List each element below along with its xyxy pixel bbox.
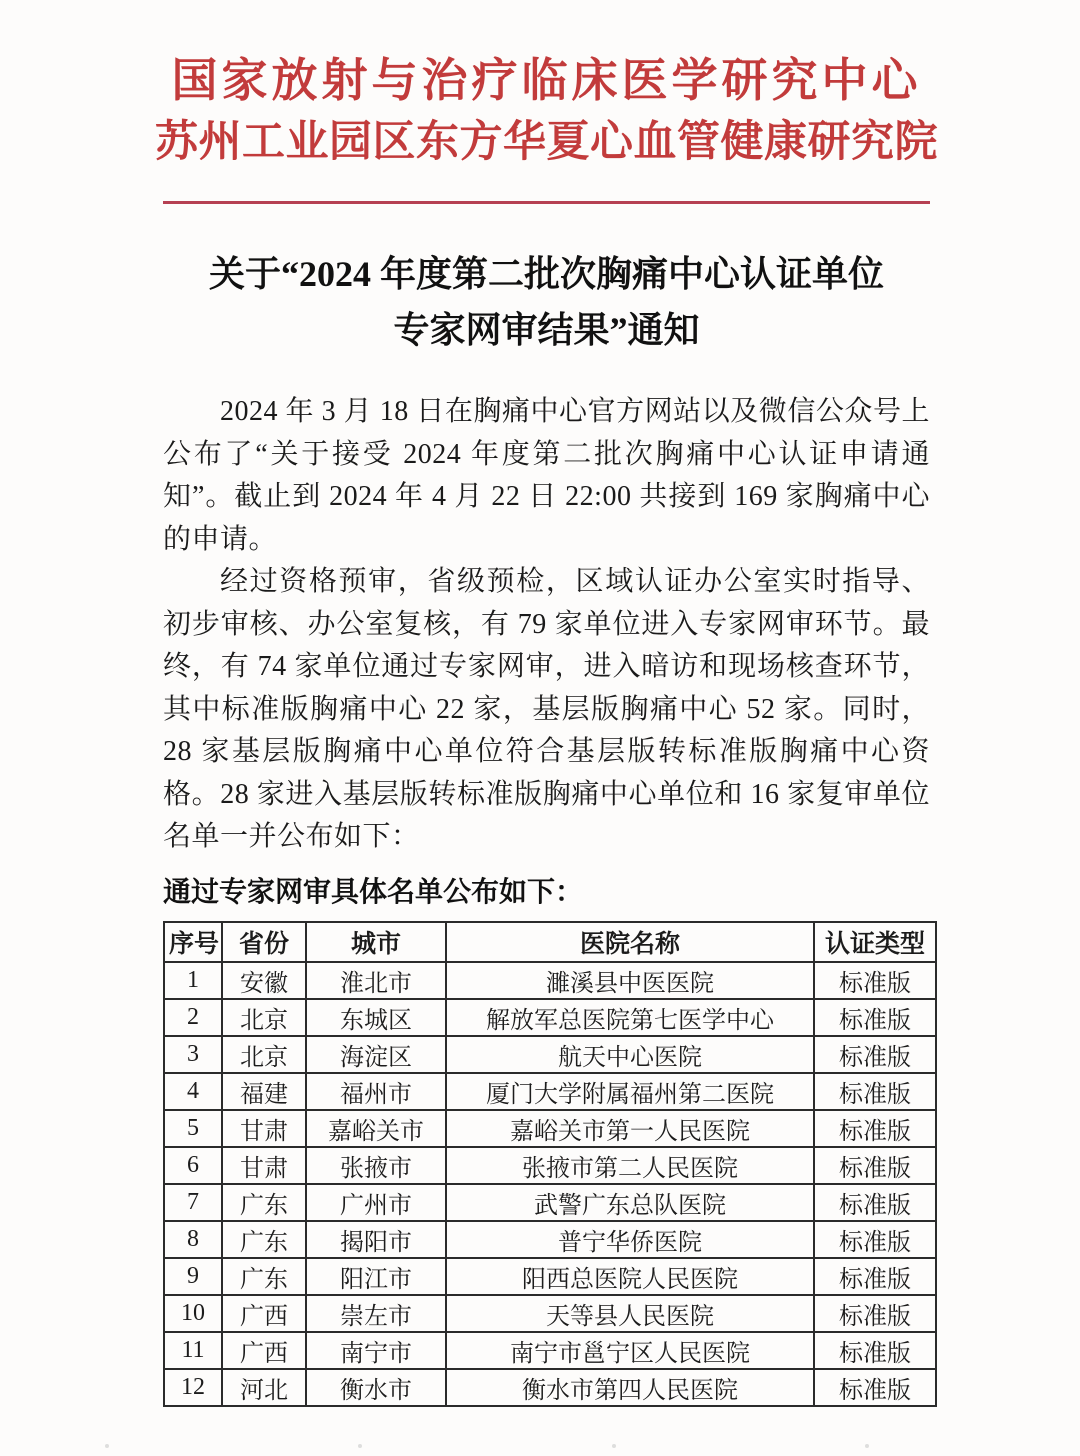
cell-index: 9: [164, 1258, 222, 1295]
cell-province: 广西: [222, 1332, 306, 1369]
cell-province: 广东: [222, 1221, 306, 1258]
col-header-city: 城市: [306, 922, 446, 962]
table-row: [164, 1332, 936, 1369]
table-row: [164, 1184, 936, 1221]
cell-city: 张掖市: [306, 1147, 446, 1184]
table-row: [164, 962, 936, 999]
cell-hospital-name: 衡水市第四人民医院: [446, 1369, 814, 1406]
results-table-header: [164, 922, 936, 962]
cell-hospital-name: 武警广东总队医院: [446, 1184, 814, 1221]
col-header-index: 序号: [164, 922, 222, 962]
list-heading: 通过专家网审具体名单公布如下：: [163, 876, 584, 908]
scan-artifact-dot: [612, 1444, 616, 1448]
cell-index: 2: [164, 999, 222, 1036]
letterhead-divider: [163, 201, 930, 204]
cell-index: 4: [164, 1073, 222, 1110]
table-row: [164, 1258, 936, 1295]
cell-hospital-name: 濉溪县中医医院: [446, 962, 814, 999]
cell-city: 衡水市: [306, 1369, 446, 1406]
body-paragraph-2: 经过资格预审，省级预检，区域认证办公室实时指导、初步审核、办公室复核，有 79 家单位进入专家网审环节。最终，有 74 家单位通过专家网审，进入暗访和现场核查环节，其中标准版胸痛中心 22 家，基层版胸痛中心 52 家。同时，28 家基层版胸痛中心单位符合基层版转标准版胸痛中心资格。28 家进入基层版转标准版胸痛中心单位和 16 家复审单位名单一并公布如下：: [163, 566, 930, 852]
cell-index: 7: [164, 1184, 222, 1221]
col-header-hospital: 医院名称: [446, 922, 814, 962]
cell-city: 揭阳市: [306, 1221, 446, 1258]
cell-hospital-name: 张掖市第二人民医院: [446, 1147, 814, 1184]
cell-city: 阳江市: [306, 1258, 446, 1295]
cell-index: 11: [164, 1332, 222, 1369]
cell-cert-type: 标准版: [814, 962, 936, 999]
cell-index: 3: [164, 1036, 222, 1073]
cell-province: 广西: [222, 1295, 306, 1332]
cell-province: 北京: [222, 999, 306, 1036]
col-header-province: 省份: [222, 922, 306, 962]
col-header-cert-type: 认证类型: [814, 922, 936, 962]
cell-cert-type: 标准版: [814, 1036, 936, 1073]
document-title-line1: 关于“2024 年度第二批次胸痛中心认证单位: [208, 254, 884, 294]
cell-cert-type: 标准版: [814, 1369, 936, 1406]
cell-index: 1: [164, 962, 222, 999]
cell-cert-type: 标准版: [814, 1258, 936, 1295]
results-table-body: [164, 962, 936, 1406]
scan-artifact-dot: [358, 1444, 362, 1448]
cell-city: 东城区: [306, 999, 446, 1036]
cell-index: 5: [164, 1110, 222, 1147]
cell-cert-type: 标准版: [814, 1073, 936, 1110]
cell-cert-type: 标准版: [814, 1221, 936, 1258]
cell-hospital-name: 嘉峪关市第一人民医院: [446, 1110, 814, 1147]
cell-cert-type: 标准版: [814, 1147, 936, 1184]
letterhead-line1: 国家放射与治疗临床医学研究中心: [171, 55, 922, 106]
cell-index: 12: [164, 1369, 222, 1406]
cell-province: 河北: [222, 1369, 306, 1406]
document-title-line2: 专家网审结果”通知: [393, 310, 700, 350]
cell-hospital-name: 航天中心医院: [446, 1036, 814, 1073]
table-row: [164, 1221, 936, 1258]
table-row: [164, 1147, 936, 1184]
table-row: [164, 1073, 936, 1110]
cell-city: 南宁市: [306, 1332, 446, 1369]
scan-artifact-dot: [105, 1444, 109, 1448]
table-row: [164, 1369, 936, 1406]
letterhead-line2: 苏州工业园区东方华夏心血管健康研究院: [155, 119, 938, 166]
cell-hospital-name: 阳西总医院人民医院: [446, 1258, 814, 1295]
cell-hospital-name: 厦门大学附属福州第二医院: [446, 1073, 814, 1110]
table-row: [164, 1110, 936, 1147]
cell-province: 广东: [222, 1258, 306, 1295]
cell-cert-type: 标准版: [814, 1184, 936, 1221]
table-row: [164, 1295, 936, 1332]
cell-cert-type: 标准版: [814, 1332, 936, 1369]
table-row: [164, 999, 936, 1036]
body-paragraph-1: 2024 年 3 月 18 日在胸痛中心官方网站以及微信公众号上公布了“关于接受 2024 年度第二批次胸痛中心认证申请通知”。截止到 2024 年 4 月 22 日 22:00 共接到 169 家胸痛中心的申请。: [163, 396, 930, 555]
cell-city: 福州市: [306, 1073, 446, 1110]
cell-cert-type: 标准版: [814, 999, 936, 1036]
cell-city: 海淀区: [306, 1036, 446, 1073]
letterhead: [155, 50, 938, 204]
cell-cert-type: 标准版: [814, 1110, 936, 1147]
document-title: [163, 246, 930, 358]
header-row: [164, 922, 936, 962]
cell-city: 广州市: [306, 1184, 446, 1221]
cell-province: 甘肃: [222, 1110, 306, 1147]
cell-city: 嘉峪关市: [306, 1110, 446, 1147]
cell-hospital-name: 解放军总医院第七医学中心: [446, 999, 814, 1036]
table-row: [164, 1036, 936, 1073]
results-table: [163, 921, 937, 1407]
cell-index: 8: [164, 1221, 222, 1258]
scan-artifact-dot: [865, 1444, 869, 1448]
cell-province: 福建: [222, 1073, 306, 1110]
cell-city: 崇左市: [306, 1295, 446, 1332]
cell-hospital-name: 天等县人民医院: [446, 1295, 814, 1332]
cell-province: 北京: [222, 1036, 306, 1073]
cell-index: 6: [164, 1147, 222, 1184]
cell-province: 广东: [222, 1184, 306, 1221]
cell-hospital-name: 南宁市邕宁区人民医院: [446, 1332, 814, 1369]
cell-hospital-name: 普宁华侨医院: [446, 1221, 814, 1258]
cell-index: 10: [164, 1295, 222, 1332]
cell-province: 甘肃: [222, 1147, 306, 1184]
cell-city: 淮北市: [306, 962, 446, 999]
cell-province: 安徽: [222, 962, 306, 999]
cell-cert-type: 标准版: [814, 1295, 936, 1332]
